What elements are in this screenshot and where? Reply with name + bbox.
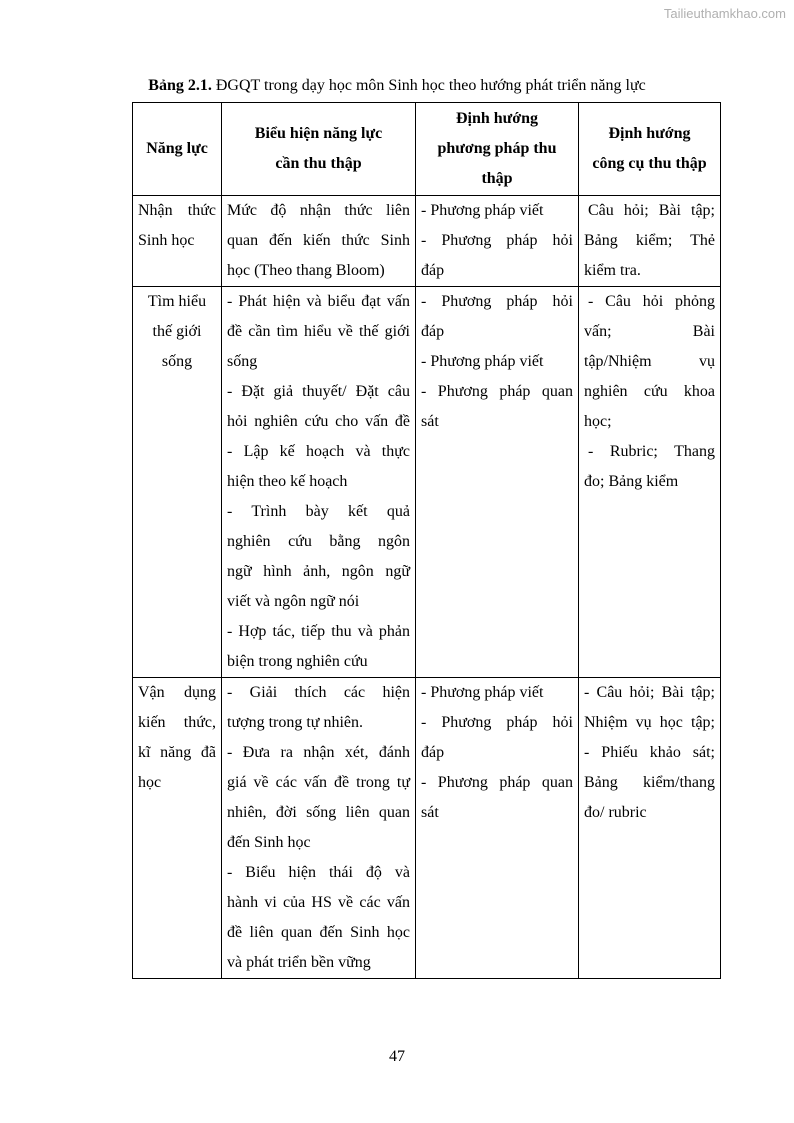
cell-line: Vận dụng	[138, 684, 216, 701]
cell-line: viết và ngôn ngữ nói	[227, 593, 360, 610]
cell-line: đề cần tìm hiểu về thế giới	[227, 323, 410, 340]
cell-line: nhiên, đời sống liên quan	[227, 804, 410, 821]
cell-line: - Phương pháp hỏi	[421, 714, 573, 731]
cell-line: sống	[161, 353, 193, 370]
cell-nang-luc	[133, 678, 222, 979]
cell-line: Câu hỏi; Bài tập;	[588, 202, 715, 219]
cell-cong-cu	[579, 196, 721, 287]
cell-bieu-hien	[222, 287, 416, 678]
header-line: công cụ thu thập	[592, 155, 707, 172]
caption-prefix: Bảng 2.1.	[148, 77, 212, 94]
cell-line: thế giới	[152, 323, 202, 340]
cell-line: tượng trong tự nhiên.	[227, 714, 364, 731]
header-phuong-phap	[416, 103, 579, 196]
cell-line: - Biểu hiện thái độ và	[227, 864, 410, 881]
cell-line: kĩ năng đã	[138, 744, 216, 761]
cell-line: học;	[584, 413, 612, 430]
cell-line: - Phương pháp viết	[421, 353, 544, 370]
cell-line: tập/Nhiệm vụ	[584, 353, 715, 370]
cell-phuong-phap	[416, 196, 579, 287]
cell-line: sống	[227, 353, 258, 370]
cell-line: - Phương pháp quan	[421, 774, 573, 791]
cell-line: và phát triển bền vững	[227, 954, 371, 971]
cell-line: - Trình bày kết quả	[227, 503, 410, 520]
cell-line: Mức độ nhận thức liên	[227, 202, 410, 219]
cell-line: sát	[421, 804, 439, 821]
cell-line: - Phương pháp hỏi	[421, 293, 573, 310]
cell-line: đo/ rubric	[584, 804, 647, 821]
cell-cong-cu	[579, 678, 721, 979]
cell-line: - Câu hỏi; Bài tập;	[584, 684, 715, 701]
cell-line: - Phương pháp viết	[421, 202, 544, 219]
cell-line: - Lập kế hoạch và thực	[227, 443, 410, 460]
cell-line: Sinh học	[138, 232, 195, 249]
cell-line: - Rubric; Thang	[588, 443, 715, 460]
table-caption	[0, 77, 794, 95]
header-row	[133, 103, 721, 196]
cell-line: kiểm tra.	[584, 262, 641, 279]
cell-line: - Phương pháp hỏi	[421, 232, 573, 249]
cell-line: - Phương pháp viết	[421, 684, 544, 701]
watermark: Tailieuthamkhao.com	[663, 6, 786, 21]
cell-line: Bảng kiểm/thang	[584, 774, 715, 791]
cell-line: - Phiếu khảo sát;	[584, 744, 715, 761]
cell-line: đo; Bảng kiểm	[584, 473, 679, 490]
cell-line: quan đến kiến thức Sinh	[227, 232, 410, 249]
cell-line: hiện theo kế hoạch	[227, 473, 348, 490]
cell-line: học (Theo thang Bloom)	[227, 262, 385, 279]
cell-phuong-phap	[416, 678, 579, 979]
cell-line: - Phương pháp quan	[421, 383, 573, 400]
cell-line: Nhận thức	[138, 202, 216, 219]
cell-line: vấn; Bài	[584, 323, 715, 340]
cell-bieu-hien	[222, 196, 416, 287]
caption-text: ĐGQT trong dạy học môn Sinh học theo hướng phát triển năng lực	[211, 77, 646, 94]
table-row	[133, 196, 721, 287]
header-line: thập	[481, 170, 513, 187]
cell-phuong-phap	[416, 287, 579, 678]
header-line: Năng lực	[146, 140, 208, 157]
cell-line: kiến thức,	[138, 714, 216, 731]
cell-line: Nhiệm vụ học tập;	[584, 714, 715, 731]
cell-line: - Hợp tác, tiếp thu và phản	[227, 623, 410, 640]
cell-line: Tìm hiểu	[147, 293, 207, 310]
cell-line: nghiên cứu bằng ngôn	[227, 533, 410, 550]
cell-nang-luc	[133, 287, 222, 678]
cell-line: đáp	[421, 262, 445, 279]
cell-line: biện trong nghiên cứu	[227, 653, 368, 670]
cell-line: đáp	[421, 323, 445, 340]
cell-line: học	[138, 774, 162, 791]
header-bieu-hien	[222, 103, 416, 196]
table-row	[133, 287, 721, 678]
cell-bieu-hien	[222, 678, 416, 979]
header-line: phương pháp thu	[437, 140, 557, 157]
cell-line: - Đưa ra nhận xét, đánh	[227, 744, 410, 761]
cell-line: hành vi của HS về các vấn	[227, 894, 410, 911]
cell-cong-cu	[579, 287, 721, 678]
cell-line: Bảng kiểm; Thẻ	[584, 232, 715, 249]
header-line: Biểu hiện năng lực	[254, 125, 383, 142]
header-cong-cu	[579, 103, 721, 196]
cell-line: đến Sinh học	[227, 834, 311, 851]
cell-line: - Phát hiện và biểu đạt vấn	[227, 293, 410, 310]
cell-nang-luc	[133, 196, 222, 287]
cell-line: hỏi nghiên cứu cho vấn đề	[227, 413, 410, 430]
cell-line: - Giải thích các hiện	[227, 684, 410, 701]
header-line: Định hướng	[455, 110, 539, 127]
cell-line: - Câu hỏi phỏng	[588, 293, 715, 310]
page-number: 47	[389, 1048, 405, 1065]
cell-line: nghiên cứu khoa	[584, 383, 715, 400]
table-row	[133, 678, 721, 979]
header-line: cần thu thập	[275, 155, 362, 172]
cell-line: - Đặt giả thuyết/ Đặt câu	[227, 383, 410, 400]
cell-line: đáp	[421, 744, 445, 761]
cell-line: sát	[421, 413, 439, 430]
cell-line: ngữ hình ảnh, ngôn ngữ	[227, 563, 410, 580]
header-nang-luc	[133, 103, 222, 196]
cell-line: đề liên quan đến Sinh học	[227, 924, 410, 941]
assessment-table	[132, 102, 721, 979]
cell-line: giá về các vấn đề trong tự	[227, 774, 410, 791]
header-line: Định hướng	[608, 125, 691, 142]
